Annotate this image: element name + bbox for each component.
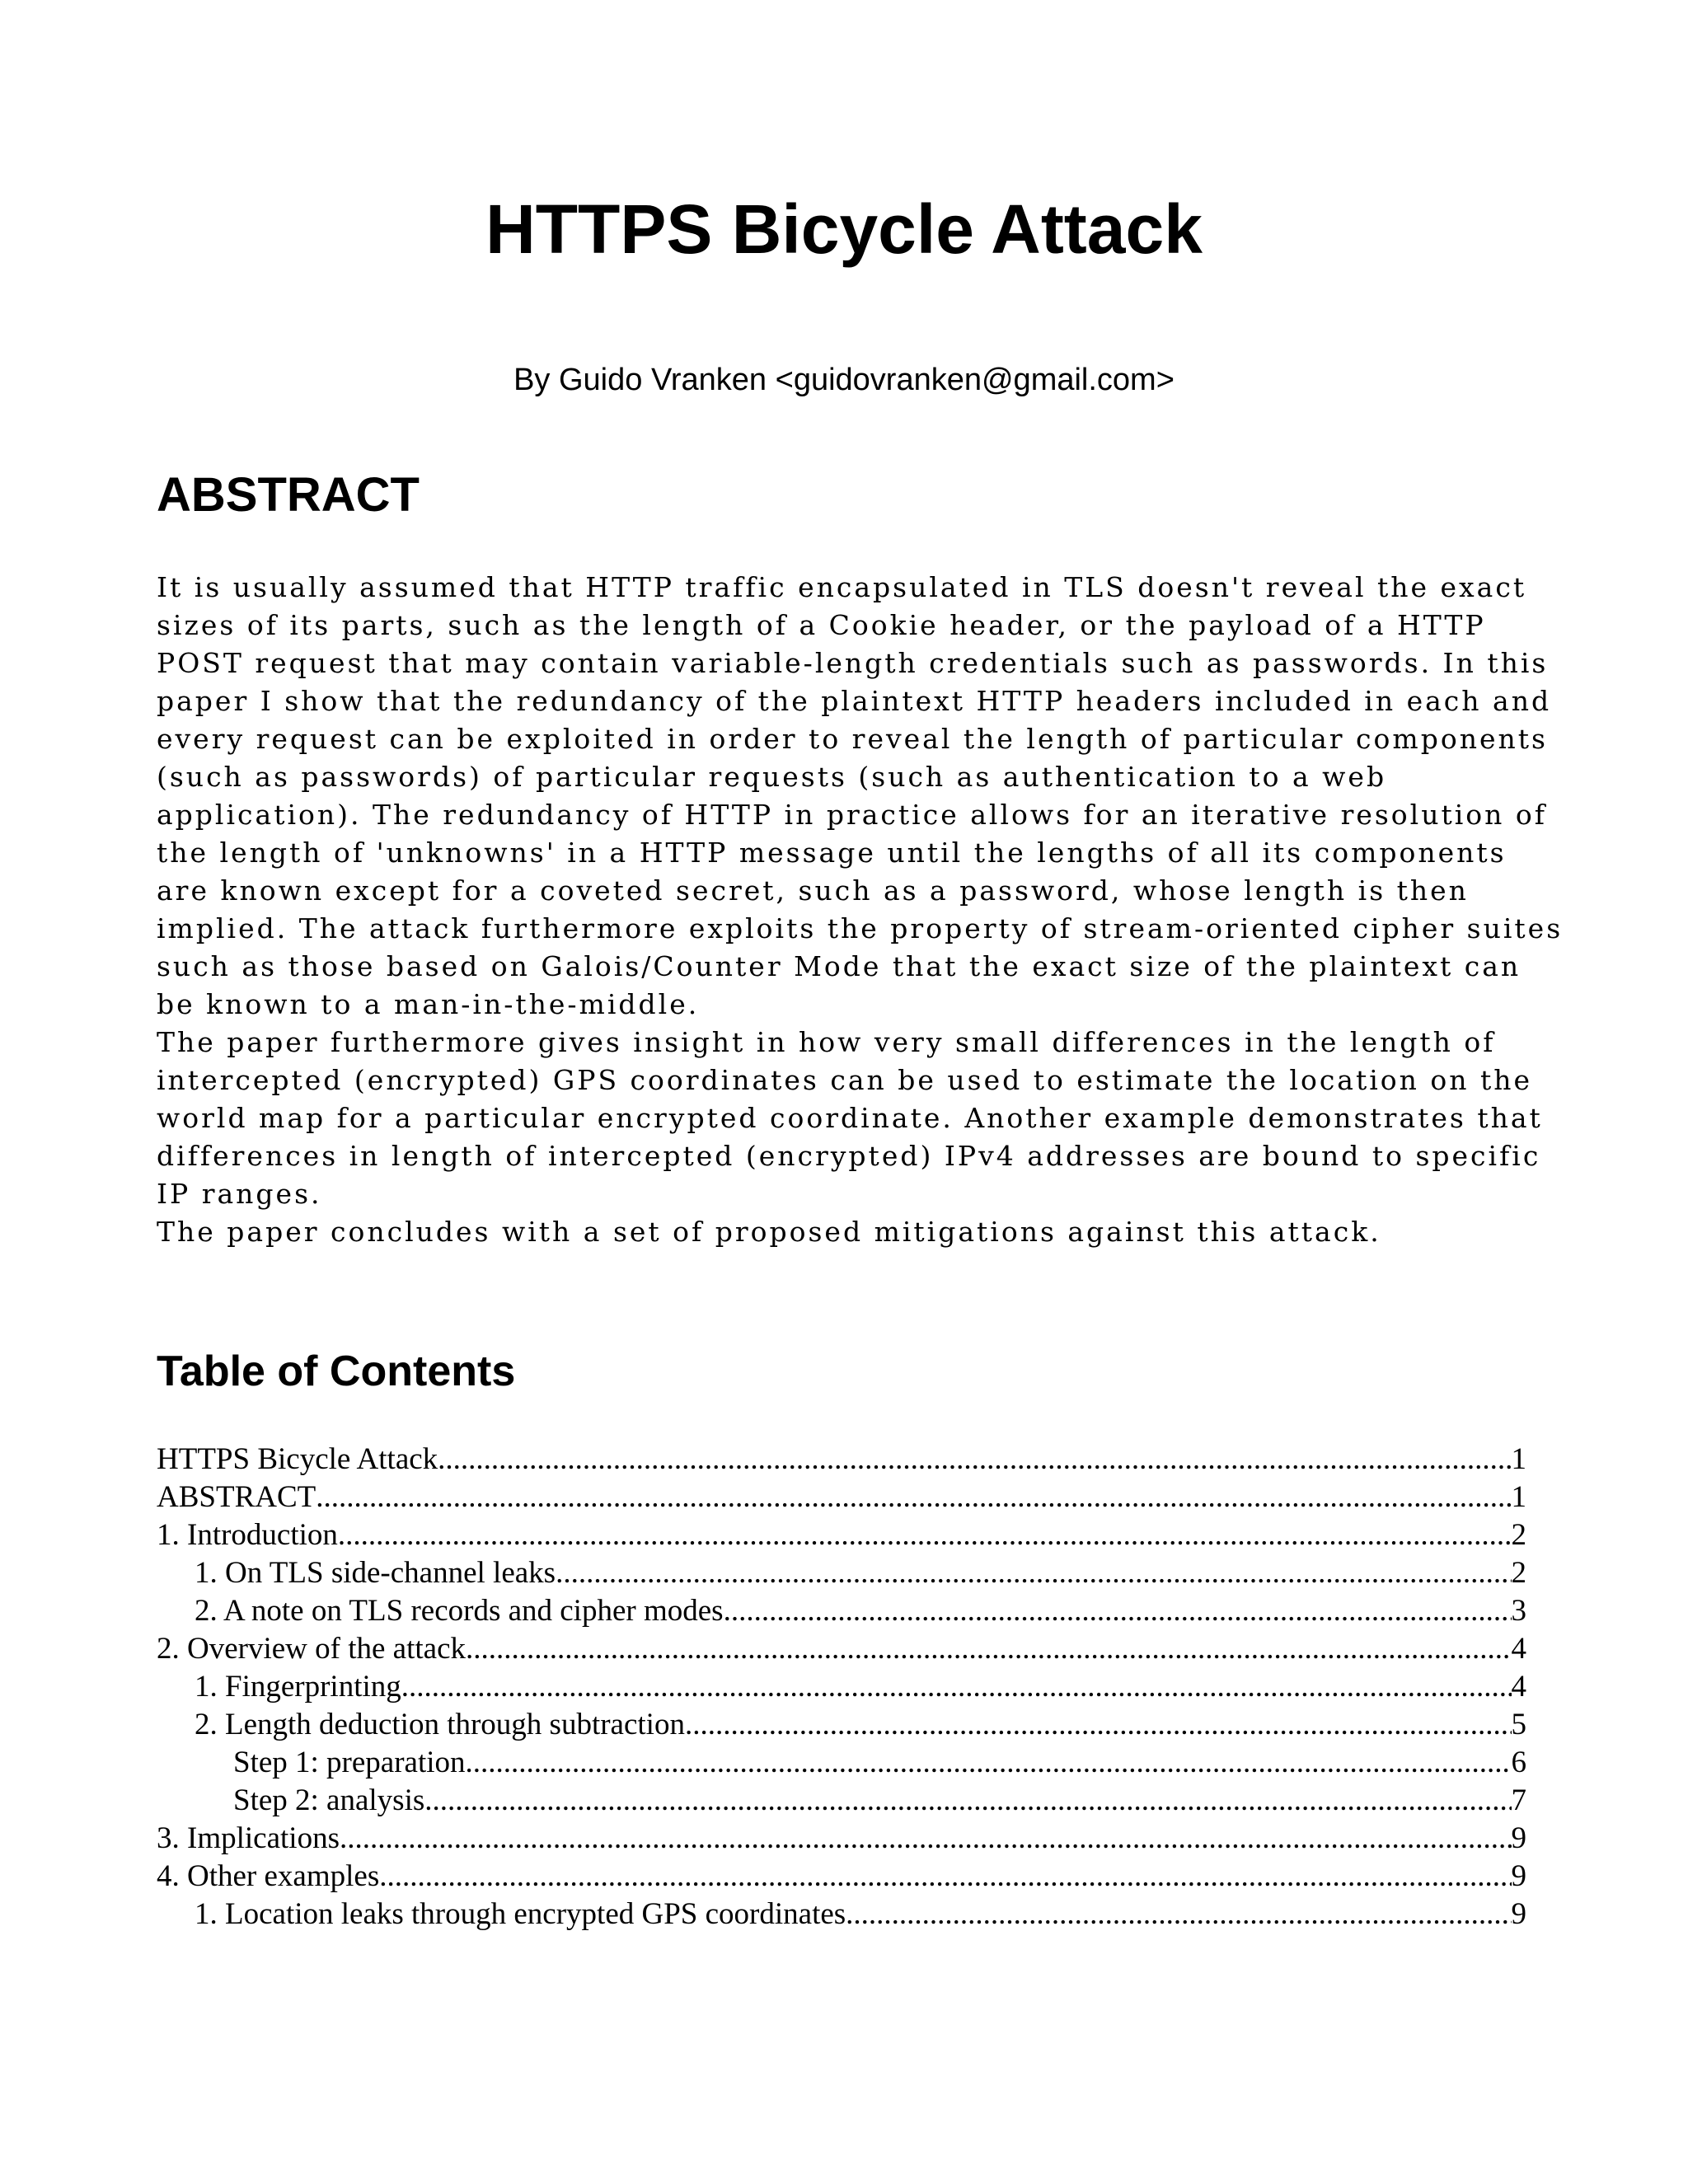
toc-entry[interactable] bbox=[157, 1820, 1526, 1858]
toc-entry-page-number: 4 bbox=[1511, 1632, 1526, 1666]
table-of-contents bbox=[157, 1441, 1526, 1933]
abstract-line: (such as passwords) of particular requests (such as authentication to a web bbox=[157, 761, 1387, 793]
toc-entry[interactable] bbox=[157, 1858, 1526, 1896]
toc-entry-title: 1. On TLS side-channel leaks bbox=[195, 1556, 556, 1590]
toc-entry-page-number: 2 bbox=[1511, 1518, 1526, 1552]
toc-entry[interactable] bbox=[157, 1744, 1526, 1782]
toc-entry[interactable] bbox=[157, 1516, 1526, 1554]
toc-dot-leader bbox=[379, 1858, 1511, 1896]
toc-entry[interactable] bbox=[157, 1630, 1526, 1668]
toc-entry-title: 2. A note on TLS records and cipher modes bbox=[195, 1594, 724, 1628]
toc-dot-leader bbox=[846, 1896, 1511, 1933]
document-title: HTTPS Bicycle Attack bbox=[485, 190, 1203, 268]
toc-dot-leader bbox=[438, 1441, 1511, 1479]
abstract-heading: ABSTRACT bbox=[157, 468, 420, 522]
abstract-line: IP ranges. bbox=[157, 1178, 322, 1210]
toc-entry-title: 2. Length deduction through subtraction bbox=[195, 1708, 685, 1741]
abstract-line: intercepted (encrypted) GPS coordinates can be used to estimate the location on the bbox=[157, 1064, 1533, 1096]
toc-entry[interactable] bbox=[157, 1706, 1526, 1744]
toc-heading: Table of Contents bbox=[157, 1347, 516, 1395]
toc-entry-page-number: 2 bbox=[1511, 1556, 1526, 1590]
toc-entry[interactable] bbox=[157, 1592, 1526, 1630]
toc-entry-title: 1. Location leaks through encrypted GPS coordinates bbox=[195, 1897, 846, 1931]
toc-entry-page-number: 9 bbox=[1511, 1897, 1526, 1931]
abstract-line: It is usually assumed that HTTP traffic encapsulated in TLS doesn't reveal the exact bbox=[157, 571, 1527, 603]
toc-entry-page-number: 3 bbox=[1511, 1594, 1526, 1628]
abstract-line: application). The redundancy of HTTP in practice allows for an iterative resolution of bbox=[157, 799, 1547, 831]
abstract-line: POST request that may contain variable-length credentials such as passwords. In this bbox=[157, 647, 1549, 679]
abstract-body bbox=[157, 569, 1564, 1251]
toc-entry-title: Step 1: preparation bbox=[233, 1746, 466, 1779]
toc-entry[interactable] bbox=[157, 1554, 1526, 1592]
abstract-line: implied. The attack furthermore exploits the property of stream-oriented cipher suites bbox=[157, 912, 1564, 944]
toc-entry-title: 2. Overview of the attack bbox=[157, 1632, 466, 1666]
toc-entry[interactable] bbox=[157, 1668, 1526, 1706]
toc-dot-leader bbox=[340, 1820, 1512, 1858]
toc-dot-leader bbox=[466, 1744, 1512, 1782]
toc-entry[interactable] bbox=[157, 1479, 1526, 1516]
toc-dot-leader bbox=[556, 1554, 1511, 1592]
abstract-line: sizes of its parts, such as the length of a Cookie header, or the payload of a HTTP bbox=[157, 609, 1486, 641]
toc-dot-leader bbox=[724, 1592, 1512, 1630]
toc-entry[interactable] bbox=[157, 1441, 1526, 1479]
toc-dot-leader bbox=[338, 1516, 1512, 1554]
abstract-line: paper I show that the redundancy of the plaintext HTTP headers included in each and bbox=[157, 685, 1552, 717]
toc-entry-title: ABSTRACT bbox=[157, 1480, 316, 1514]
toc-entry-title: 4. Other examples bbox=[157, 1859, 380, 1893]
toc-entry[interactable] bbox=[157, 1782, 1526, 1820]
toc-entry-page-number: 4 bbox=[1511, 1670, 1526, 1704]
abstract-line: such as those based on Galois/Counter Mode that the exact size of the plaintext can bbox=[157, 950, 1522, 982]
abstract-line: every request can be exploited in order to reveal the length of particular components bbox=[157, 723, 1548, 755]
abstract-line: the length of 'unknowns' in a HTTP message until the lengths of all its components bbox=[157, 837, 1507, 869]
abstract-line: differences in length of intercepted (encrypted) IPv4 addresses are bound to specific bbox=[157, 1140, 1541, 1172]
toc-entry-page-number: 7 bbox=[1511, 1783, 1526, 1817]
abstract-line: are known except for a coveted secret, such as a password, whose length is then bbox=[157, 874, 1469, 907]
toc-entry-page-number: 1 bbox=[1511, 1442, 1526, 1476]
toc-entry-page-number: 9 bbox=[1511, 1859, 1526, 1893]
toc-entry[interactable] bbox=[157, 1896, 1526, 1933]
toc-entry-title: 3. Implications bbox=[157, 1821, 340, 1855]
toc-entry-page-number: 6 bbox=[1511, 1746, 1526, 1779]
abstract-line: be known to a man-in-the-middle. bbox=[157, 988, 700, 1020]
abstract-line: The paper concludes with a set of proposed mitigations against this attack. bbox=[157, 1216, 1381, 1248]
toc-dot-leader bbox=[401, 1668, 1512, 1706]
toc-dot-leader bbox=[424, 1782, 1511, 1820]
toc-entry-page-number: 5 bbox=[1511, 1708, 1526, 1741]
abstract-line: The paper furthermore gives insight in how very small differences in the length of bbox=[157, 1026, 1496, 1058]
toc-dot-leader bbox=[316, 1479, 1511, 1516]
toc-entry-title: HTTPS Bicycle Attack bbox=[157, 1442, 438, 1476]
toc-entry-title: 1. Introduction bbox=[157, 1518, 338, 1552]
toc-entry-title: Step 2: analysis bbox=[233, 1783, 425, 1817]
author-byline: By Guido Vranken <guidovranken@gmail.com> bbox=[513, 363, 1175, 397]
toc-entry-page-number: 1 bbox=[1511, 1480, 1526, 1514]
toc-dot-leader bbox=[466, 1630, 1512, 1668]
toc-entry-title: 1. Fingerprinting bbox=[195, 1670, 401, 1704]
toc-dot-leader bbox=[685, 1706, 1512, 1744]
toc-entry-page-number: 9 bbox=[1511, 1821, 1526, 1855]
abstract-line: world map for a particular encrypted coordinate. Another example demonstrates that bbox=[157, 1102, 1543, 1134]
